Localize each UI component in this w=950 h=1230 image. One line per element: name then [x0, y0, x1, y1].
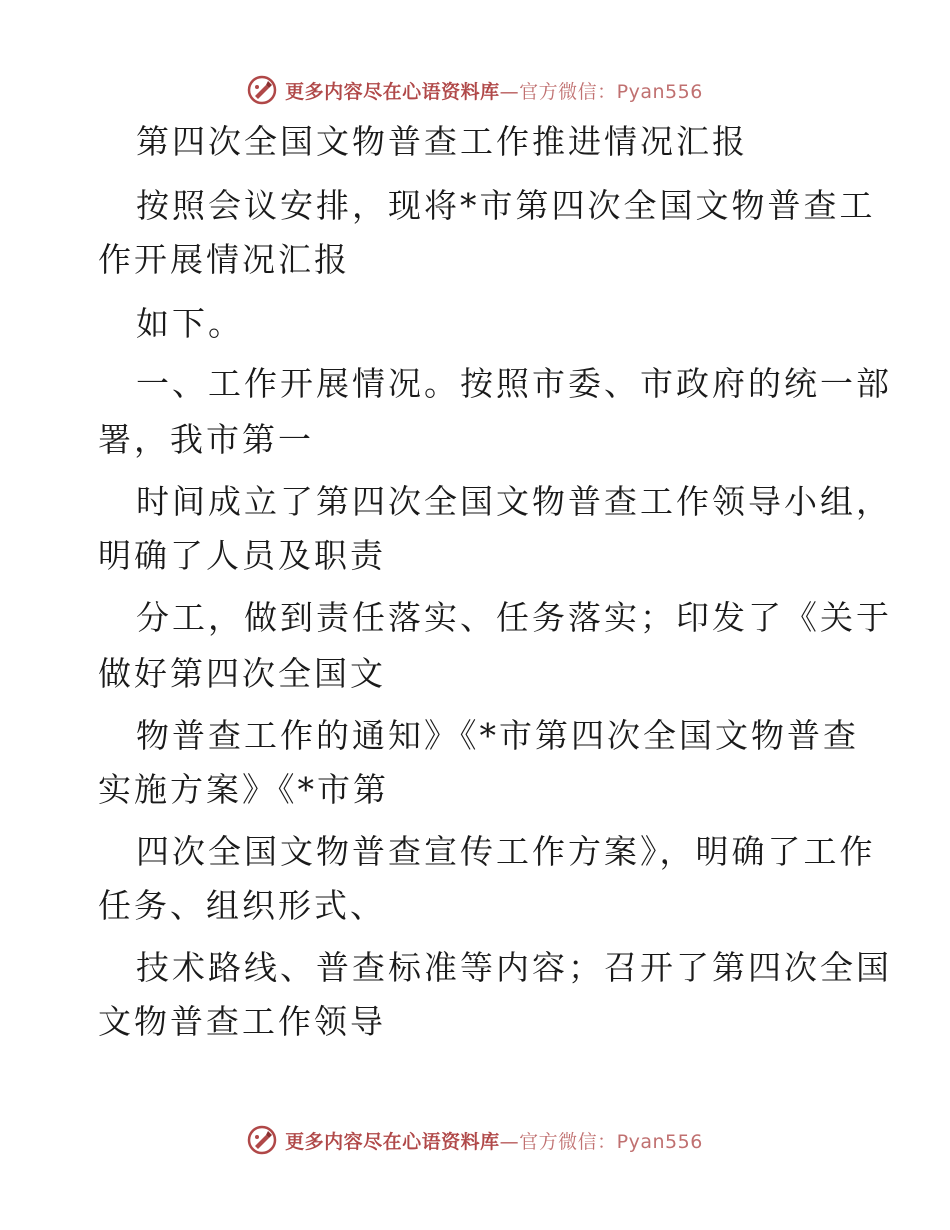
watermark-brand: 更多内容尽在心语资料库: [285, 1130, 500, 1153]
body-line-2: 作开展情况汇报: [98, 240, 350, 279]
body-line-6: 时间成立了第四次全国文物普查工作领导小组，: [136, 482, 892, 521]
body-line-3: 如下。: [136, 304, 244, 343]
watermark-text: [285, 77, 703, 104]
watermark-wechat: 官方微信：Pyan556: [519, 80, 703, 103]
body-line-4: 一、工作开展情况。按照市委、市政府的统一部: [136, 364, 892, 403]
body-line-8: 分工，做到责任落实、任务落实；印发了《关于: [136, 598, 892, 637]
watermark-wechat: 官方微信：Pyan556: [519, 1130, 703, 1153]
watermark-separator: —: [499, 80, 520, 103]
body-line-1: 按照会议安排，现将*市第四次全国文物普查工: [136, 186, 876, 225]
pen-logo-icon: [247, 1125, 277, 1155]
watermark-text: [285, 1127, 703, 1154]
document-title: 第四次全国文物普查工作推进情况汇报: [136, 122, 748, 161]
body-line-13: 任务、组织形式、: [98, 886, 386, 925]
body-line-15: 文物普查工作领导: [98, 1002, 386, 1041]
header-watermark: [0, 70, 950, 110]
footer-watermark: [0, 1120, 950, 1160]
body-line-7: 明确了人员及职责: [98, 536, 386, 575]
watermark-separator: —: [499, 1130, 520, 1153]
body-line-14: 技术路线、普查标准等内容；召开了第四次全国: [136, 948, 892, 987]
body-line-11: 实施方案》《*市第: [98, 770, 389, 809]
pen-logo-icon: [247, 75, 277, 105]
body-line-5: 署，我市第一: [98, 420, 314, 459]
body-line-12: 四次全国文物普查宣传工作方案》，明确了工作: [136, 832, 876, 871]
watermark-brand: 更多内容尽在心语资料库: [285, 80, 500, 103]
body-line-10: 物普查工作的通知》《*市第四次全国文物普查: [136, 716, 859, 755]
body-line-9: 做好第四次全国文: [98, 654, 386, 693]
